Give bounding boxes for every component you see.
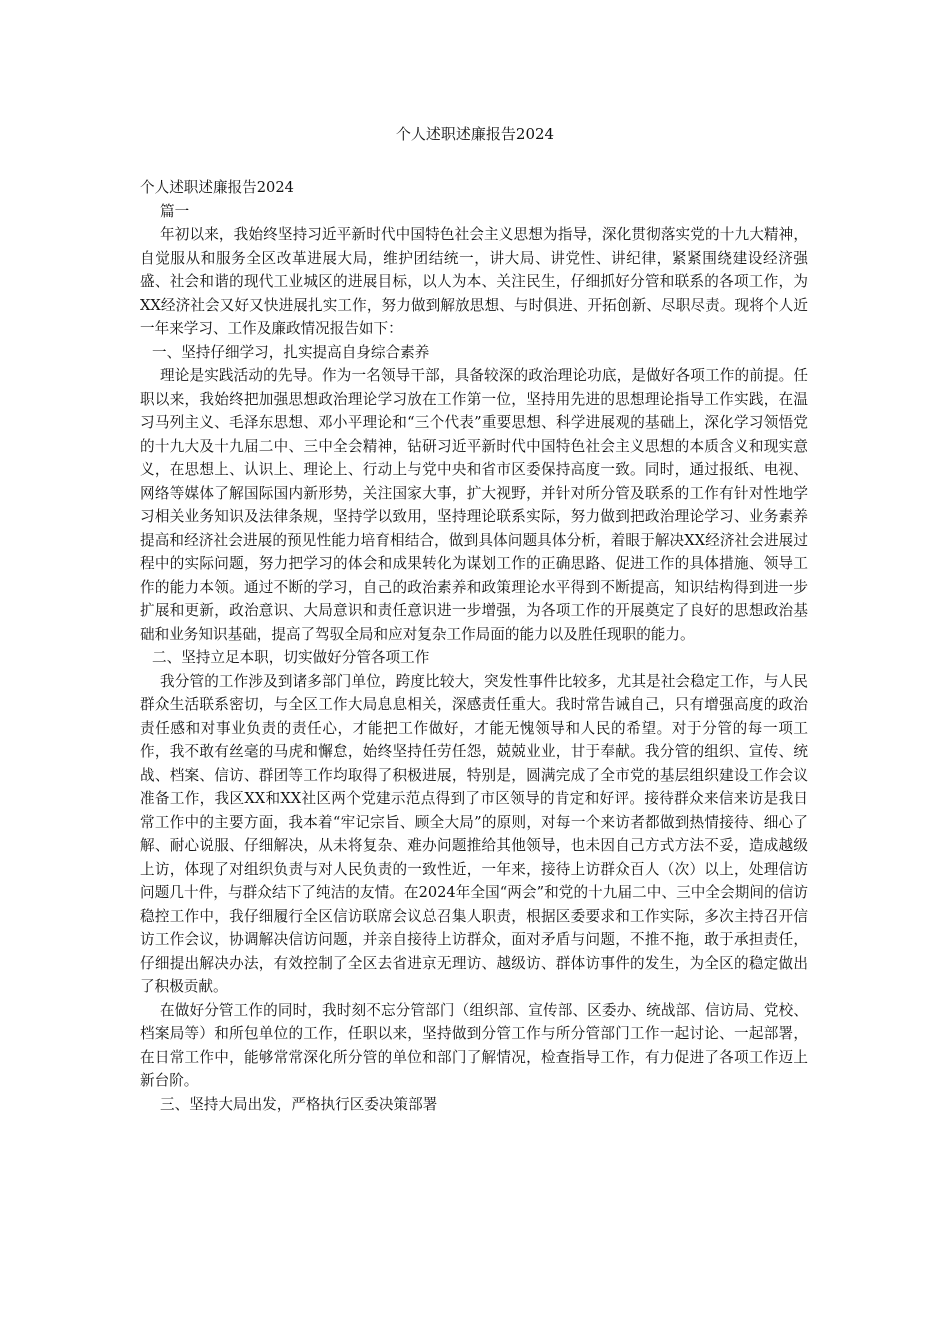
document-subtitle: 个人述职述廉报告2024 [140, 179, 294, 196]
paragraph-study: 理论是实践活动的先导。作为一名领导干部，具备较深的政治理论功底，是做好各项工作的前提。任职以来，我始终把加强思想政治理论学习放在工作第一位，坚持用先进的思想理论指导工作实践，在温习马列主义、毛泽东思想、邓小平理论和“三个代表”重要思想、科学进展观的基础上，深化学习领悟党的十九大及十九届二中、三中全会精神，钻研习近平新时代中国特色社会主义思想的本质含义和现实意义，在思想上、认识上、理论上、行动上与党中央和省市区委保持高度一致。同时，通过报纸、电视、网络等媒体了解国际国内新形势，关注国家大事，扩大视野，并针对所分管及联系的工作有针对性地学习相关业务知识及法律条规，坚持学以致用，坚持理论联系实际，努力做到把政治理论学习、业务素养提高和经济社会进展的预见性能力培育相结合，做到具体问题具体分析，着眼于解决XX经济社会进展过程中的实际问题，努力把学习的体会和成果转化为谋划工作的正确思路、促进工作的具体措施、领导工作的能力本领。通过不断的学习，自己的政治素养和政策理论水平得到不断提高，知识结构得到进一步扩展和更新，政治意识、大局意识和责任意识进一步增强，为各项工作的开展奠定了良好的思想政治基础和业务知识基础，提高了驾驭全局和应对复杂工作局面的能力以及胜任现职的能力。 [140, 367, 808, 643]
document-body [140, 176, 808, 1116]
paragraph-work: 我分管的工作涉及到诸多部门单位，跨度比较大，突发性事件比较多，尤其是社会稳定工作，与人民群众生活联系密切，与全区工作大局息息相关，深感责任重大。我时常告诫自己，只有增强高度的政治责任感和对事业负责的责任心，才能把工作做好，才能无愧领导和人民的希望。对于分管的每一项工作，我不敢有丝毫的马虎和懈怠，始终坚持任劳任怨，兢兢业业，甘于奉献。我分管的组织、宣传、统战、档案、信访、群团等工作均取得了积极进展，特别是，圆满完成了全市党的基层组织建设工作会议准备工作，我区XX和XX社区两个党建示范点得到了市区领导的肯定和好评。接待群众来信来访是我日常工作中的主要方面，我本着“牢记宗旨、顾全大局”的原则，对每一个来访者都做到热情接待、细心了解、耐心说服、仔细解决，从未将复杂、难办问题推给其他领导，也未因自己方式方法不妥，造成越级上访，体现了对组织负责与对人民负责的一致性近，一年来，接待上访群众百人（次）以上，处理信访问题几十件，与群众结下了纯洁的友情。在2024年全国“两会”和党的十九届二中、三中全会期间的信访稳控工作中，我仔细履行全区信访联席会议总召集人职责，根据区委要求和工作实际，多次主持召开信访工作会议，协调解决信访问题，并亲自接待上访群众，面对矛盾与问题，不推不拖，敢于承担责任，仔细提出解决办法，有效控制了全区去省进京无理访、越级访、群体访事件的发生，为全区的稳定做出了积极贡献。 [140, 672, 808, 995]
paragraph-intro: 年初以来，我始终坚持习近平新时代中国特色社会主义思想为指导，深化贯彻落实党的十九大精神，自觉服从和服务全区改革进展大局，维护团结统一，讲大局、讲党性、讲纪律，紧紧围绕建设经济强盛、社会和谐的现代工业城区的进展目标，以人为本、关注民生，仔细抓好分管和联系的各项工作，为XX经济社会又好又快进展扎实工作，努力做到解放思想、与时俱进、开拓创新、尽职尽责。现将个人近一年来学习、工作及廉政情况报告如下： [140, 226, 808, 337]
paragraph-departments: 在做好分管工作的同时，我时刻不忘分管部门（组织部、宣传部、区委办、统战部、信访局、党校、档案局等）和所包单位的工作，任职以来，坚持做到分管工作与所分管部门工作一起讨论、一起部署，在日常工作中，能够常常深化所分管的单位和部门了解情况，检查指导工作，有力促进了各项工作迈上新台阶。 [140, 1001, 808, 1089]
section-heading-1: 一、坚持仔细学习，扎实提高自身综合素养 [152, 343, 430, 361]
section-heading-2: 二、坚持立足本职，切实做好分管各项工作 [152, 649, 430, 666]
section-heading-3: 三、坚持大局出发，严格执行区委决策部署 [160, 1095, 438, 1113]
section-label: 篇一 [160, 202, 190, 220]
document-title: 个人述职述廉报告2024 [395, 125, 555, 143]
